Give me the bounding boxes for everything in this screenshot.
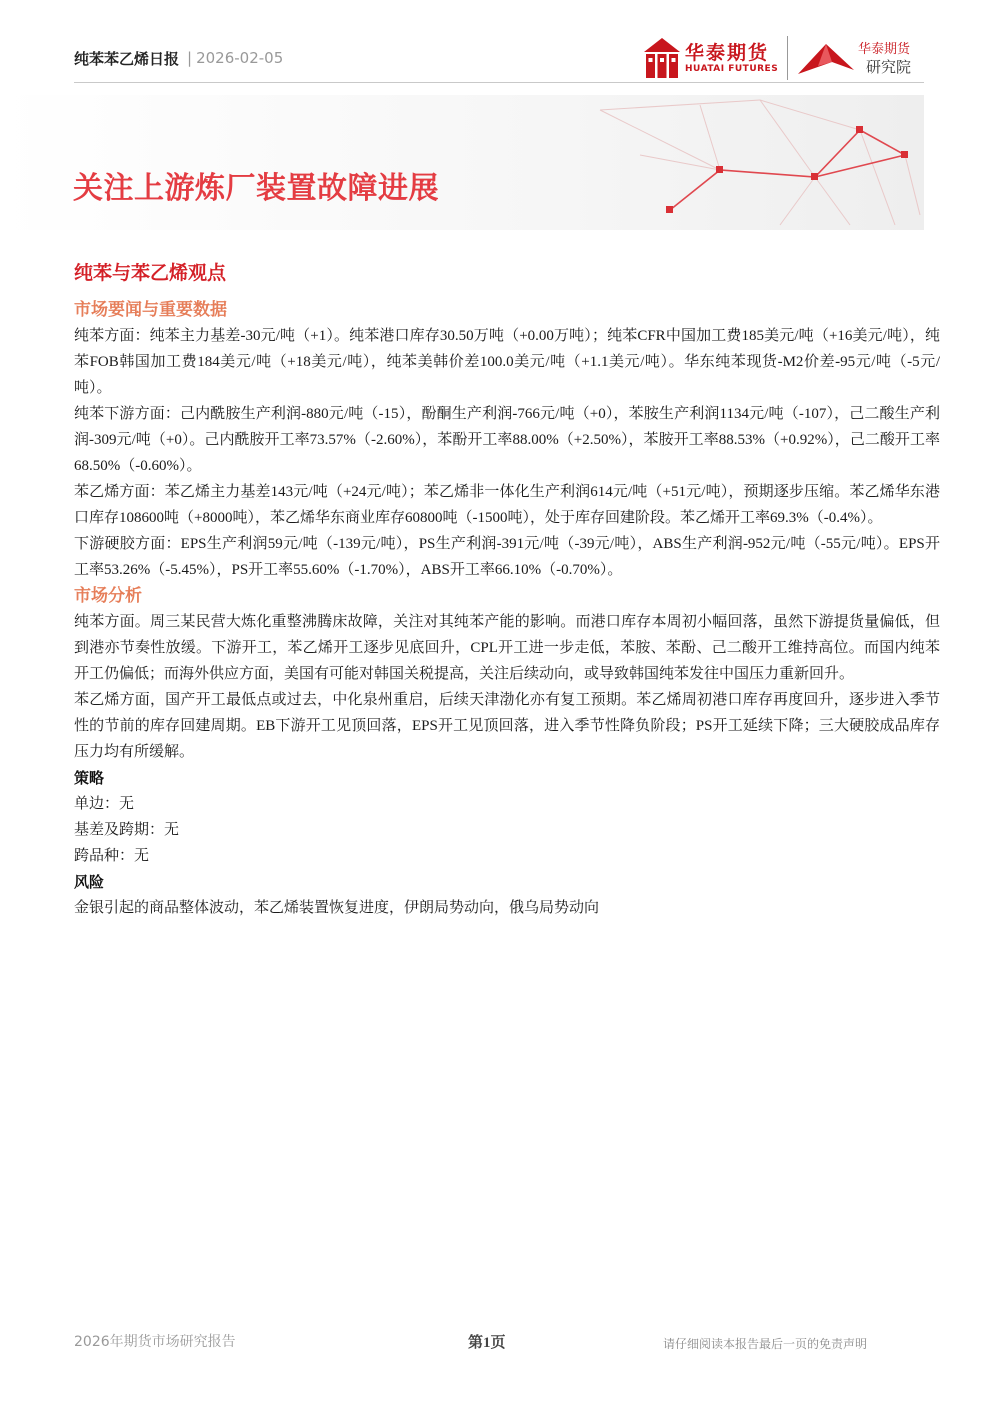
logo-divider [787, 36, 788, 80]
header-separator: | [187, 49, 193, 67]
logo-company-cn: 华泰期货 [685, 42, 770, 64]
strategy-cross-variety: 跨品种：无 [74, 848, 150, 864]
footer-page-number: 第1页 [468, 1335, 506, 1351]
institute-suffix: 研究院 [866, 58, 912, 76]
analysis-paragraph-styrene: 苯乙烯方面，国产开工最低点或过去，中化泉州重启，后续天津渤化亦有复工预期。苯乙烯周初港口库存再度回升，逐步进入季节性的节前的库存回建周期。EB下游开工见顶回落，EPS开工见顶回落，进入季节性降负阶段；PS开工延续下降；三大硬胶成品库存压力均有所缓解。 [74, 692, 940, 760]
risk-text: 金银引起的商品整体波动，苯乙烯装置恢复进度，伊朗局势动向，俄乌局势动向 [74, 900, 600, 916]
strategy-single-side: 单边：无 [74, 796, 135, 812]
report-name: 纯苯苯乙烯日报 [74, 49, 180, 68]
footer-disclaimer-note: 请仔细阅读本报告最后一页的免责声明 [663, 1337, 868, 1351]
news-paragraph-hard-plastics: 下游硬胶方面：EPS生产利润59元/吨（-139元/吨），PS生产利润-391元/吨（-39元/吨），ABS生产利润-952元/吨（-55元/吨）。EPS开工率53.26%（-5.45%），PS开工率55.60%（-1.70%），ABS开工率66.10%（-0.70%）。 [74, 536, 940, 578]
section-title: 纯苯与苯乙烯观点 [74, 262, 227, 284]
page-title: 关注上游炼厂装置故障进展 [73, 171, 439, 206]
institute-logo-icon [796, 40, 856, 76]
market-news-heading: 市场要闻与重要数据 [74, 300, 227, 320]
news-paragraph-benzene-downstream: 纯苯下游方面：己内酰胺生产利润-880元/吨（-15），酚酮生产利润-766元/吨（+0），苯胺生产利润1134元/吨（-107），己二酸生产利润-309元/吨（+0）。己内酰胺开工率73.57%（-2.60%），苯酚开工率88.00%（+2.50%），苯胺开工率88.53%（+0.92%），己二酸开工率68.50%（-0.60%）。 [74, 406, 940, 474]
news-paragraph-styrene: 苯乙烯方面：苯乙烯主力基差143元/吨（+24元/吨）；苯乙烯非一体化生产利润614元/吨（+51元/吨），预期逐步压缩。苯乙烯华东港口库存108600吨（+8000吨），苯乙烯华东商业库存60800吨（-1500吨），处于库存回建阶段。苯乙烯开工率69.3%（-0.4%）。 [74, 484, 940, 526]
footer-report-type: 2026年期货市场研究报告 [74, 1334, 236, 1350]
report-body [74, 297, 940, 921]
logo-company-en: HUATAI FUTURES [685, 64, 779, 74]
risk-heading: 风险 [74, 873, 105, 891]
strategy-basis-spread: 基差及跨期：无 [74, 822, 180, 838]
huatai-logo-icon [644, 38, 680, 78]
company-logo [640, 36, 930, 80]
analysis-paragraph-benzene: 纯苯方面。周三某民营大炼化重整沸腾床故障，关注对其纯苯产能的影响。而港口库存本周初小幅回落，虽然下游提货量偏低，但到港亦节奏性放缓。下游开工，苯乙烯开工逐步见底回升，CPL开工进一步走低，苯胺、苯酚、己二酸开工维持高位。而国内纯苯开工仍偏低；而海外供应方面，美国有可能对韩国关税提高，关注后续动向，或导致韩国纯苯发往中国压力重新回升。 [74, 614, 940, 682]
strategy-heading: 策略 [74, 769, 105, 787]
market-analysis-heading: 市场分析 [74, 586, 142, 606]
report-date: 2026-02-05 [196, 49, 284, 67]
institute-name: 华泰期货 [858, 42, 911, 57]
news-paragraph-benzene: 纯苯方面：纯苯主力基差-30元/吨（+1）。纯苯港口库存30.50万吨（+0.00万吨）；纯苯CFR中国加工费185美元/吨（+16美元/吨），纯苯FOB韩国加工费184美元/吨（+18美元/吨），纯苯美韩价差100.0美元/吨（+1.1美元/吨）。华东纯苯现货-M2价差-95元/吨（-5元/吨）。 [74, 328, 940, 396]
header-divider [74, 82, 924, 83]
report-header [74, 46, 283, 70]
